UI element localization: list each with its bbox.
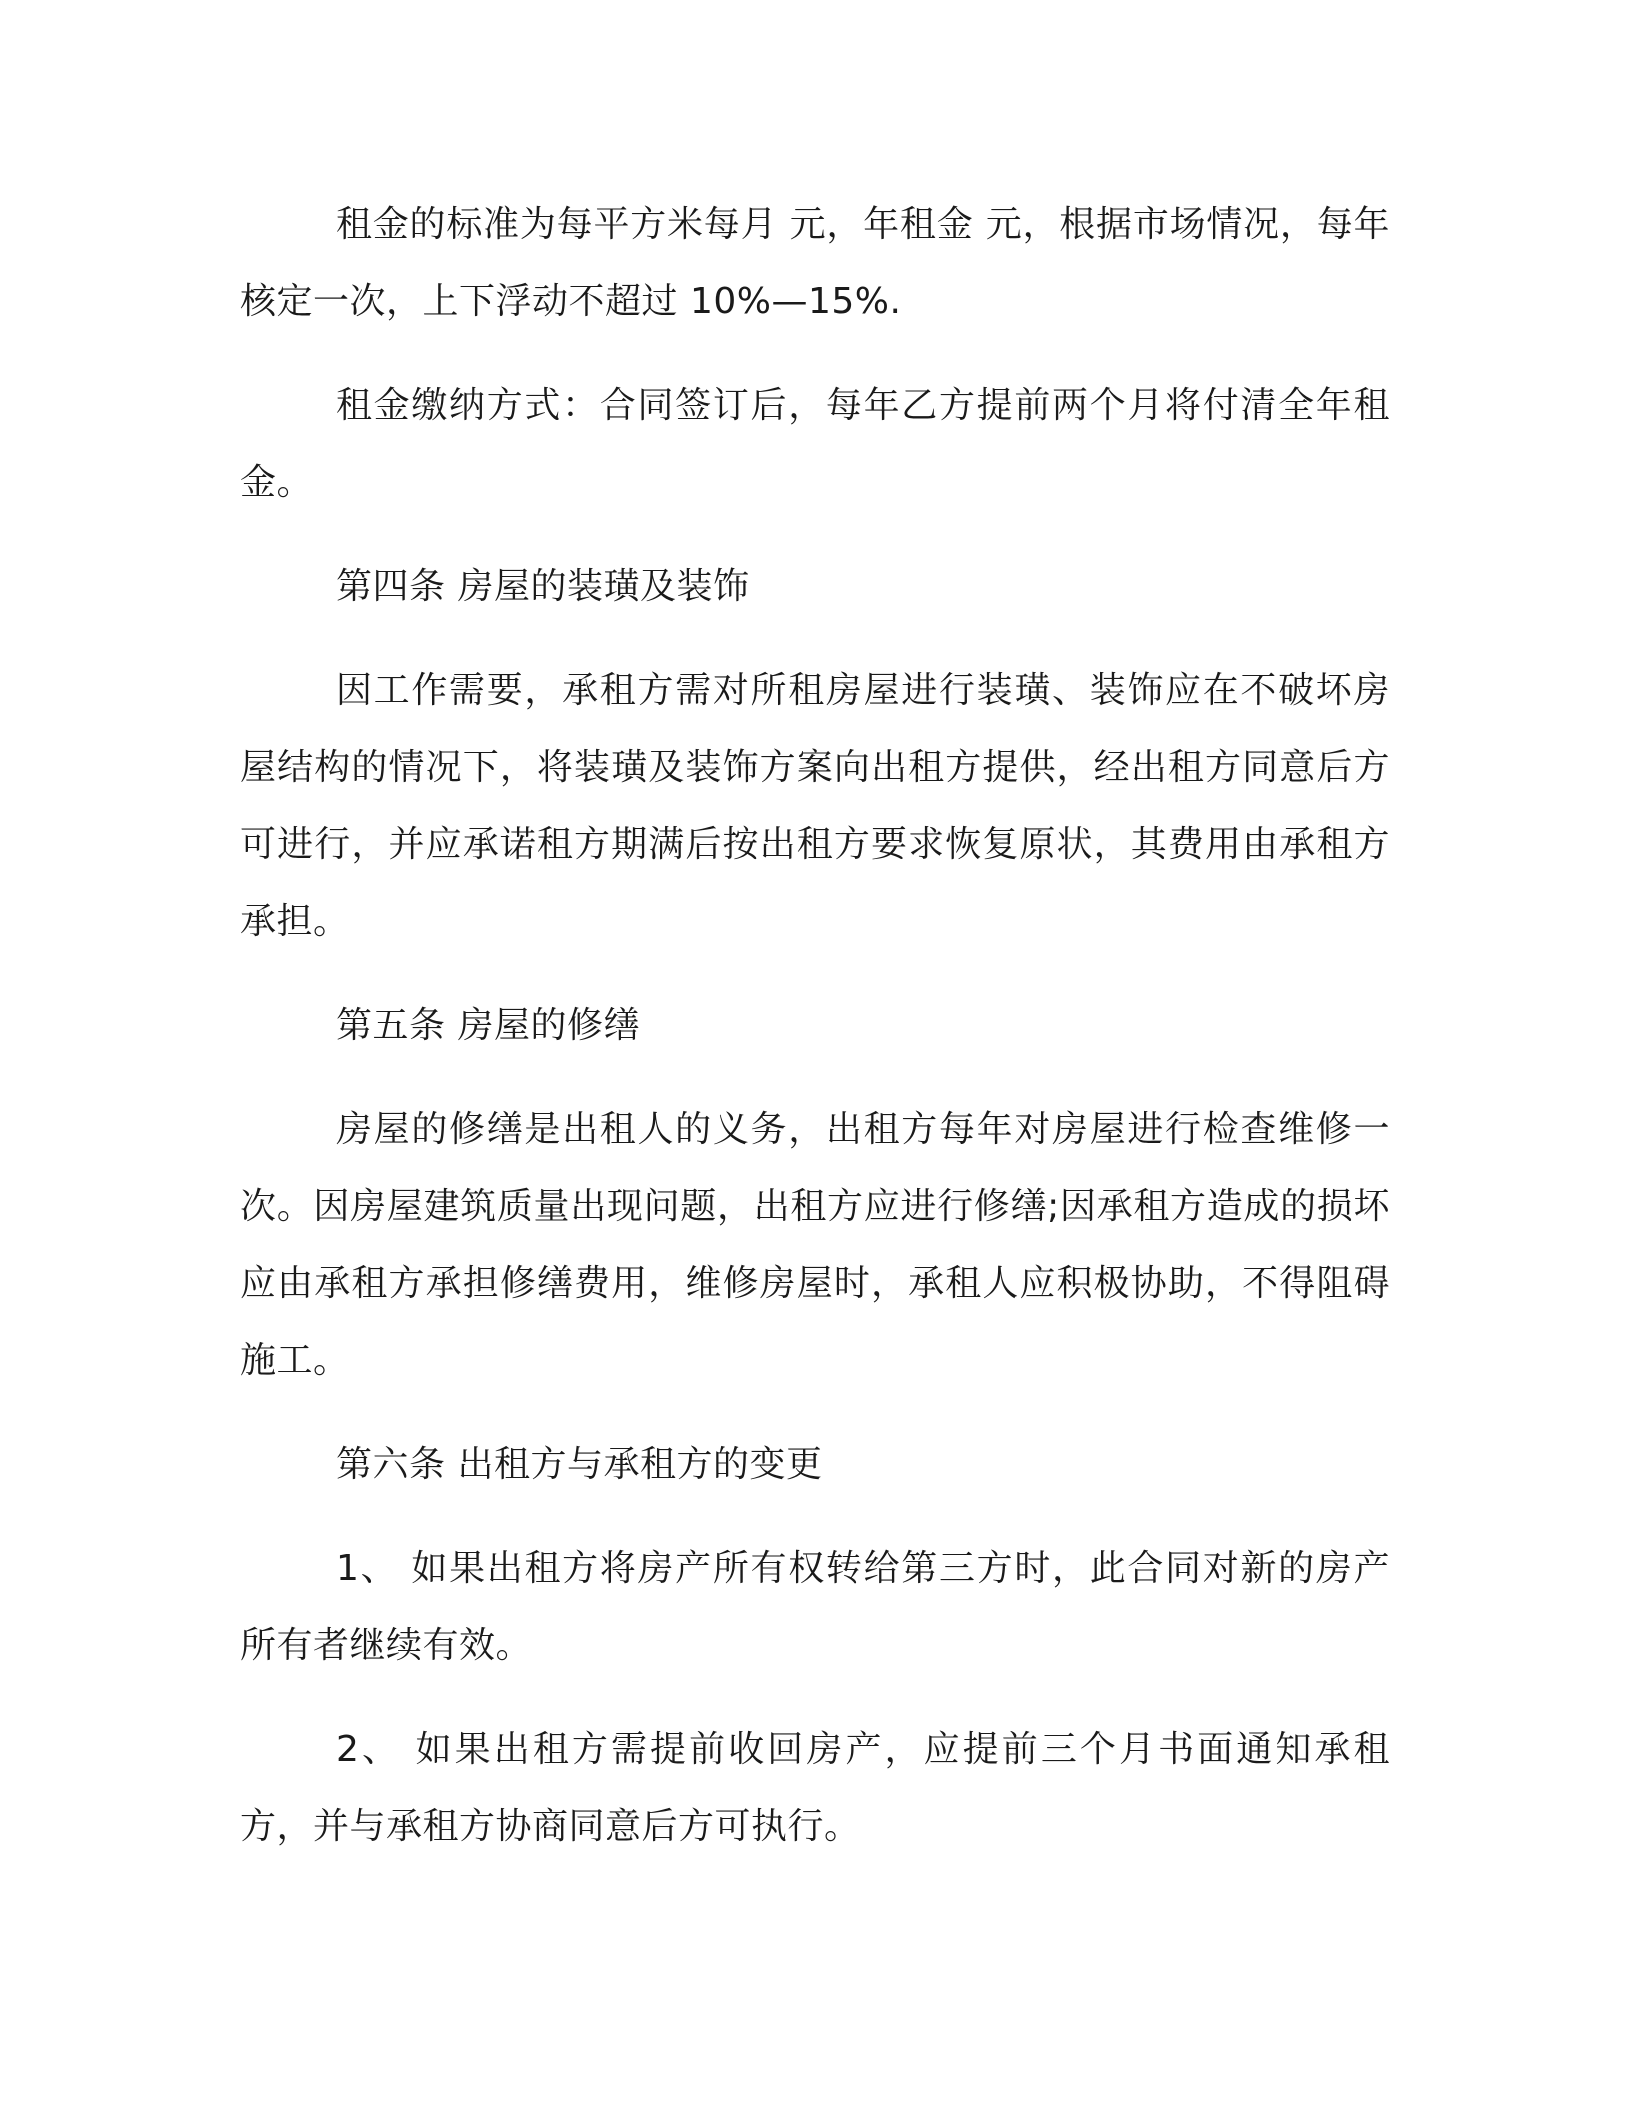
- section-heading-article-6: 第六条 出租方与承租方的变更: [336, 1444, 823, 1485]
- paragraph-change-2: 2、 如果出租方需提前收回房产，应提前三个月书面通知承租方，并与承租方协商同意后方可执行。: [240, 1729, 1390, 1847]
- section-heading-article-5: 第五条 房屋的修缮: [336, 1005, 640, 1046]
- paragraph-decoration: 因工作需要，承租方需对所租房屋进行装璜、装饰应在不破坏房屋结构的情况下，将装璜及装饰方案向出租方提供，经出租方同意后方可进行，并应承诺租方期满后按出租方要求恢复原状，其费用由承租方承担。: [240, 670, 1390, 942]
- paragraph-change-1: 1、 如果出租方将房产所有权转给第三方时，此合同对新的房产所有者继续有效。: [240, 1548, 1390, 1666]
- paragraph-rent-standard: 租金的标准为每平方米每月 元，年租金 元，根据市场情况，每年核定一次，上下浮动不超过 10%—15%.: [240, 204, 1390, 322]
- paragraph-repair: 房屋的修缮是出租人的义务，出租方每年对房屋进行检查维修一次。因房屋建筑质量出现问题，出租方应进行修缮;因承租方造成的损坏应由承租方承担修缮费用，维修房屋时，承租人应积极协助，不得阻碍施工。: [240, 1109, 1390, 1381]
- document-body: [240, 186, 1390, 1892]
- paragraph-rent-payment: 租金缴纳方式：合同签订后，每年乙方提前两个月将付清全年租金。: [240, 385, 1390, 503]
- section-heading-article-4: 第四条 房屋的装璜及装饰: [336, 566, 750, 607]
